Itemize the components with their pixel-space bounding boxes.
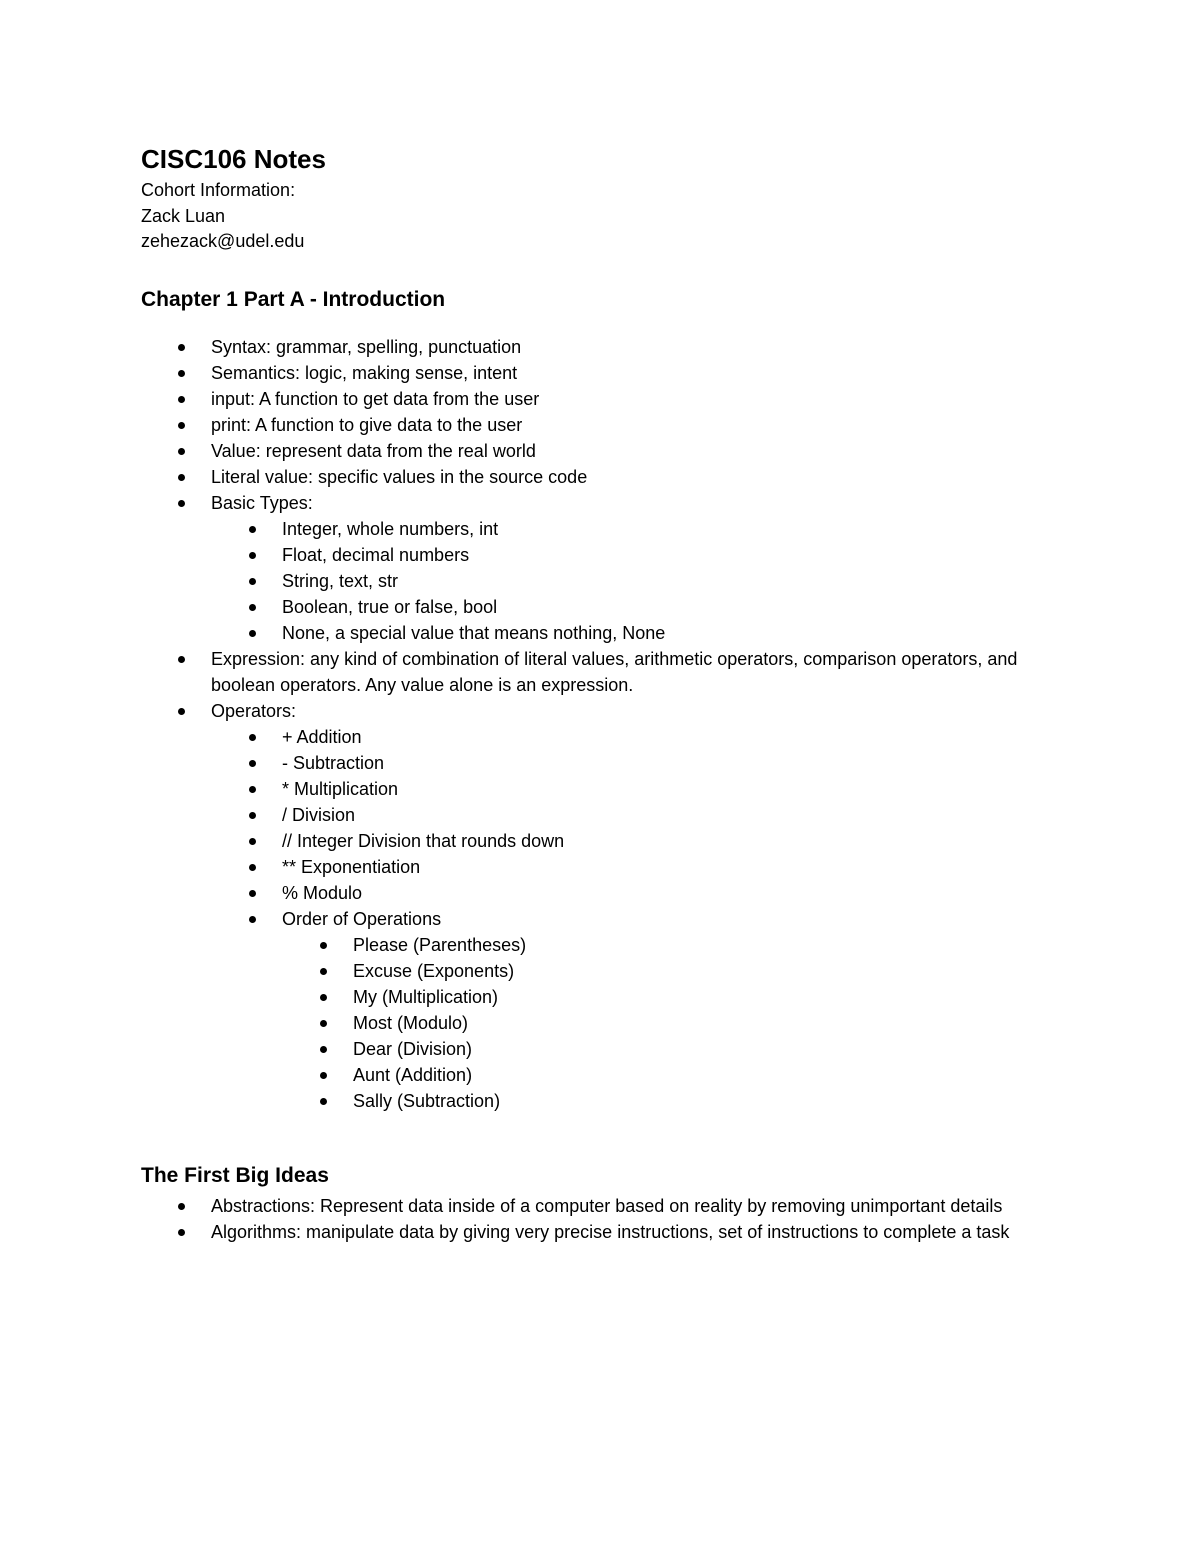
list-item: [141, 802, 1061, 828]
section-heading-chapter1: Chapter 1 Part A - Introduction: [141, 287, 446, 311]
bullet-icon: [178, 708, 185, 715]
bullet-icon: [249, 864, 256, 871]
list-item-text: % Modulo: [282, 882, 363, 903]
list-item: [141, 438, 1061, 464]
list-item: [141, 1219, 1061, 1245]
list-item-text: Literal value: specific values in the source code: [211, 466, 588, 487]
document-page: [141, 140, 1061, 1245]
bullet-icon: [249, 786, 256, 793]
list-item-text: Dear (Division): [353, 1038, 473, 1059]
list-item: [141, 906, 1061, 932]
list-item: [141, 464, 1061, 490]
list-item: [141, 542, 1061, 568]
list-item-text: Expression: any kind of combination of literal values, arithmetic operators, comparison operators, and boolean operators. Any value alone is an expression.: [211, 648, 1018, 695]
list-item-text: ** Exponentiation: [282, 856, 421, 877]
list-item-text: My (Multiplication): [353, 986, 499, 1007]
list-item-text: Integer, whole numbers, int: [282, 518, 499, 539]
list-item: [141, 516, 1061, 542]
list-item-text: input: A function to get data from the user: [211, 388, 540, 409]
bullet-icon: [320, 1046, 327, 1053]
bullet-icon: [178, 474, 185, 481]
list-item-text: // Integer Division that rounds down: [282, 830, 565, 851]
bullet-icon: [178, 1203, 185, 1210]
list-item: [141, 620, 1061, 646]
author-name: Zack Luan: [141, 205, 226, 226]
list-item-text: / Division: [282, 804, 356, 825]
list-item-text: Aunt (Addition): [353, 1064, 473, 1085]
list-item: [141, 750, 1061, 776]
list-item-text: Please (Parentheses): [353, 934, 527, 955]
bullet-icon: [320, 1020, 327, 1027]
list-item-text: String, text, str: [282, 570, 399, 591]
bullet-icon: [249, 630, 256, 637]
bullet-icon: [178, 656, 185, 663]
list-item: [141, 490, 1061, 516]
list-item: [141, 360, 1061, 386]
bullet-icon: [249, 604, 256, 611]
list-item-text: Syntax: grammar, spelling, punctuation: [211, 336, 522, 357]
bullet-icon: [320, 942, 327, 949]
bullet-icon: [178, 370, 185, 377]
bullet-icon: [178, 396, 185, 403]
list-item: [141, 854, 1061, 880]
list-item-text: Basic Types:: [211, 492, 313, 513]
chapter1-bullet-list: [141, 334, 1061, 1114]
bullet-icon: [249, 916, 256, 923]
list-item-text: - Subtraction: [282, 752, 385, 773]
bullet-icon: [249, 578, 256, 585]
list-item: [141, 958, 1061, 984]
bullet-icon: [178, 448, 185, 455]
document-title: CISC106 Notes: [141, 144, 326, 174]
list-item: [141, 646, 1061, 698]
list-item-text: Order of Operations: [282, 908, 442, 929]
list-item: [141, 880, 1061, 906]
bullet-icon: [178, 344, 185, 351]
list-item-text: * Multiplication: [282, 778, 399, 799]
list-item: [141, 1088, 1061, 1114]
list-item-text: + Addition: [282, 726, 362, 747]
list-item: [141, 984, 1061, 1010]
author-email: zehezack@udel.edu: [141, 231, 305, 251]
list-item-text: Float, decimal numbers: [282, 544, 470, 565]
list-item: [141, 1062, 1061, 1088]
bullet-icon: [320, 994, 327, 1001]
bullet-icon: [320, 968, 327, 975]
list-item: [141, 568, 1061, 594]
list-item-text: Boolean, true or false, bool: [282, 596, 498, 617]
bullet-icon: [178, 1229, 185, 1236]
bullet-icon: [320, 1098, 327, 1105]
list-item-text: print: A function to give data to the user: [211, 414, 523, 435]
list-item-text: Excuse (Exponents): [353, 960, 515, 981]
list-item: [141, 594, 1061, 620]
list-item-text: Algorithms: manipulate data by giving very precise instructions, set of instructions to complete a task: [211, 1221, 1010, 1242]
bullet-icon: [249, 812, 256, 819]
section-heading-big-ideas: The First Big Ideas: [141, 1163, 329, 1187]
list-item: [141, 412, 1061, 438]
bullet-icon: [320, 1072, 327, 1079]
list-item: [141, 932, 1061, 958]
list-item: [141, 1193, 1061, 1219]
bullet-icon: [249, 734, 256, 741]
list-item: [141, 828, 1061, 854]
list-item: [141, 698, 1061, 724]
list-item: [141, 334, 1061, 360]
big-ideas-bullet-list: [141, 1193, 1061, 1245]
bullet-icon: [249, 552, 256, 559]
bullet-icon: [178, 500, 185, 507]
list-item: [141, 776, 1061, 802]
list-item: [141, 1010, 1061, 1036]
bullet-icon: [249, 890, 256, 897]
list-item: [141, 1036, 1061, 1062]
list-item-text: Sally (Subtraction): [353, 1090, 501, 1111]
list-item-text: Abstractions: Represent data inside of a computer based on reality by removing unimportant details: [211, 1195, 1003, 1216]
bullet-icon: [249, 760, 256, 767]
list-item-text: None, a special value that means nothing, None: [282, 622, 666, 643]
list-item-text: Most (Modulo): [353, 1012, 469, 1033]
bullet-icon: [249, 838, 256, 845]
bullet-icon: [249, 526, 256, 533]
list-item-text: Value: represent data from the real world: [211, 440, 536, 461]
bullet-icon: [178, 422, 185, 429]
list-item: [141, 386, 1061, 412]
list-item-text: Operators:: [211, 700, 297, 721]
list-item-text: Semantics: logic, making sense, intent: [211, 362, 518, 383]
list-item: [141, 724, 1061, 750]
cohort-label: Cohort Information:: [141, 180, 296, 200]
